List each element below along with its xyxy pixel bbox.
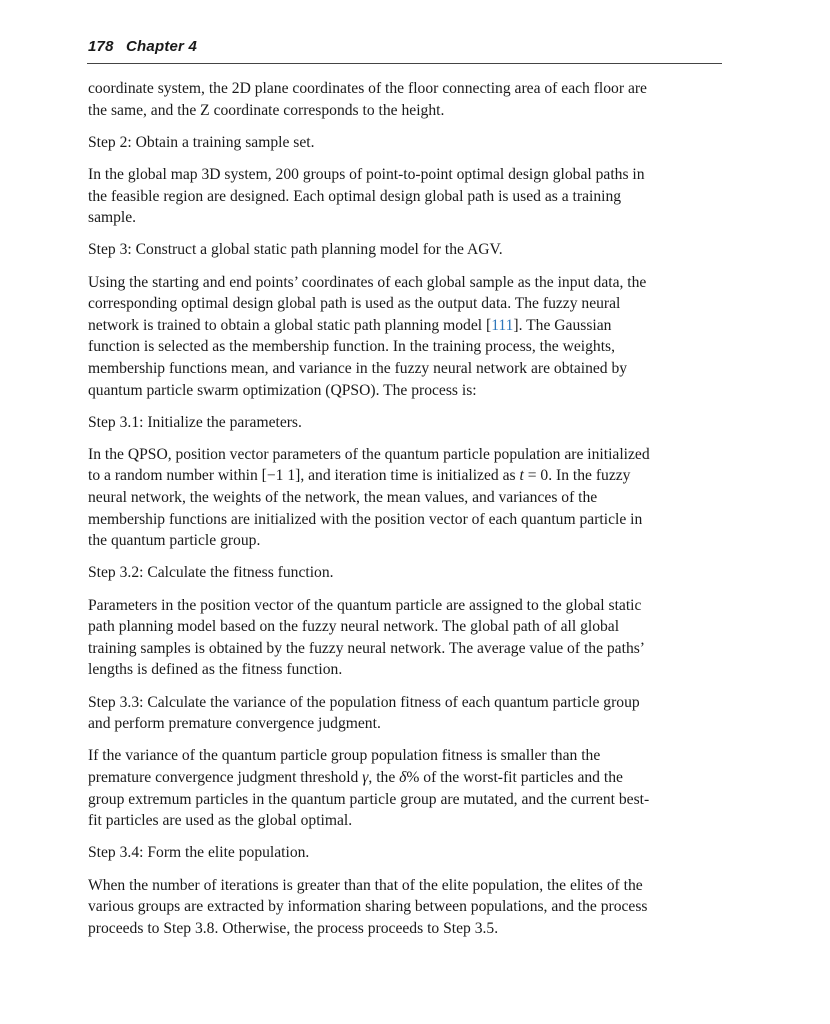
- text-fragment: premature convergence judgment threshold: [88, 768, 363, 786]
- page-number: 178: [88, 38, 114, 55]
- text-fragment: = 0. In the fuzzy: [523, 467, 631, 485]
- text-line: Step 2: Obtain a training sample set.: [88, 133, 315, 151]
- text-line: Step 3.1: Initialize the parameters.: [88, 413, 302, 431]
- paragraph-variance: [88, 745, 710, 831]
- step-3-4-heading: [88, 842, 710, 864]
- text-line: In the global map 3D system, 200 groups of point-to-point optimal design global paths in: [88, 165, 645, 183]
- text-line: group extremum particles in the quantum particle group are mutated, and the current best-: [88, 790, 650, 808]
- text-line: In the QPSO, position vector parameters of the quantum particle population are initialized: [88, 445, 650, 463]
- text-line: proceeds to Step 3.8. Otherwise, the process proceeds to Step 3.5.: [88, 919, 499, 937]
- text-line: the same, and the Z coordinate corresponds to the height.: [88, 101, 445, 119]
- text-line: the quantum particle group.: [88, 532, 261, 550]
- chapter-title: Chapter 4: [126, 38, 198, 55]
- math-symbol-gamma: γ: [362, 768, 369, 786]
- step-3-1-heading: [88, 412, 710, 434]
- math-variable-t: t: [519, 467, 524, 485]
- text-line: [88, 767, 710, 789]
- paragraph-fuzzy-network: [88, 272, 710, 402]
- step-2-heading: [88, 132, 710, 154]
- text-line: If the variance of the quantum particle group population fitness is smaller than the: [88, 747, 601, 765]
- step-3-3-heading: [88, 692, 710, 735]
- text-line: Step 3.3: Calculate the variance of the population fitness of each quantum particle group: [88, 693, 640, 711]
- text-line: Using the starting and end points’ coordinates of each global sample as the input data, the: [88, 273, 647, 291]
- text-fragment: network is trained to obtain a global static path planning model [: [88, 316, 492, 334]
- text-line: the feasible region are designed. Each optimal design global path is used as a training: [88, 187, 622, 205]
- text-line: fit particles are used as the global optimal.: [88, 812, 353, 830]
- math-symbol-delta: δ: [399, 768, 407, 786]
- step-3-2-heading: [88, 562, 710, 584]
- text-line: various groups are extracted by information sharing between populations, and the process: [88, 898, 648, 916]
- text-line: and perform premature convergence judgment.: [88, 715, 381, 733]
- paragraph-elite-population: [88, 875, 710, 940]
- text-line: Step 3.4: Form the elite population.: [88, 844, 310, 862]
- text-fragment: ]. The Gaussian: [513, 316, 612, 334]
- text-fragment: , the: [368, 768, 400, 786]
- text-line: When the number of iterations is greater than that of the elite population, the elites of the: [88, 876, 643, 894]
- text-line: sample.: [88, 209, 137, 227]
- text-fragment: % of the worst-fit particles and the: [406, 768, 623, 786]
- text-line: path planning model based on the fuzzy neural network. The global path of all global: [88, 618, 620, 636]
- text-fragment: to a random number within [−1 1], and iteration time is initialized as: [88, 467, 520, 485]
- text-line: Step 3.2: Calculate the fitness function.: [88, 564, 334, 582]
- text-line: lengths is defined as the fitness function.: [88, 661, 343, 679]
- paragraph-fitness: [88, 595, 710, 681]
- paragraph-training-samples: [88, 164, 710, 229]
- paragraph-coordinate-system: [88, 78, 710, 121]
- text-line: training samples is obtained by the fuzzy neural network. The average value of the paths’: [88, 639, 645, 657]
- running-head: [88, 38, 197, 55]
- text-line: corresponding optimal design global path is used as the output data. The fuzzy neural: [88, 295, 621, 313]
- text-line: Step 3: Construct a global static path planning model for the AGV.: [88, 241, 503, 259]
- text-line: [88, 315, 710, 337]
- text-line: coordinate system, the 2D plane coordinates of the floor connecting area of each floor are: [88, 80, 647, 97]
- text-line: neural network, the weights of the network, the mean values, and variances of the: [88, 489, 598, 507]
- text-line: Parameters in the position vector of the quantum particle are assigned to the global static: [88, 596, 642, 614]
- text-line: function is selected as the membership function. In the training process, the weights,: [88, 338, 616, 356]
- header-rule: [87, 63, 722, 64]
- text-line: membership functions are initialized with the position vector of each quantum particle in: [88, 510, 643, 528]
- text-line: [88, 465, 710, 487]
- paragraph-initialize: [88, 444, 710, 552]
- text-line: quantum particle swarm optimization (QPSO). The process is:: [88, 381, 477, 399]
- page-body: [88, 78, 710, 950]
- text-line: membership functions mean, and variance in the fuzzy neural network are obtained by: [88, 359, 628, 377]
- reference-link[interactable]: 111: [491, 316, 514, 334]
- step-3-heading: [88, 239, 710, 261]
